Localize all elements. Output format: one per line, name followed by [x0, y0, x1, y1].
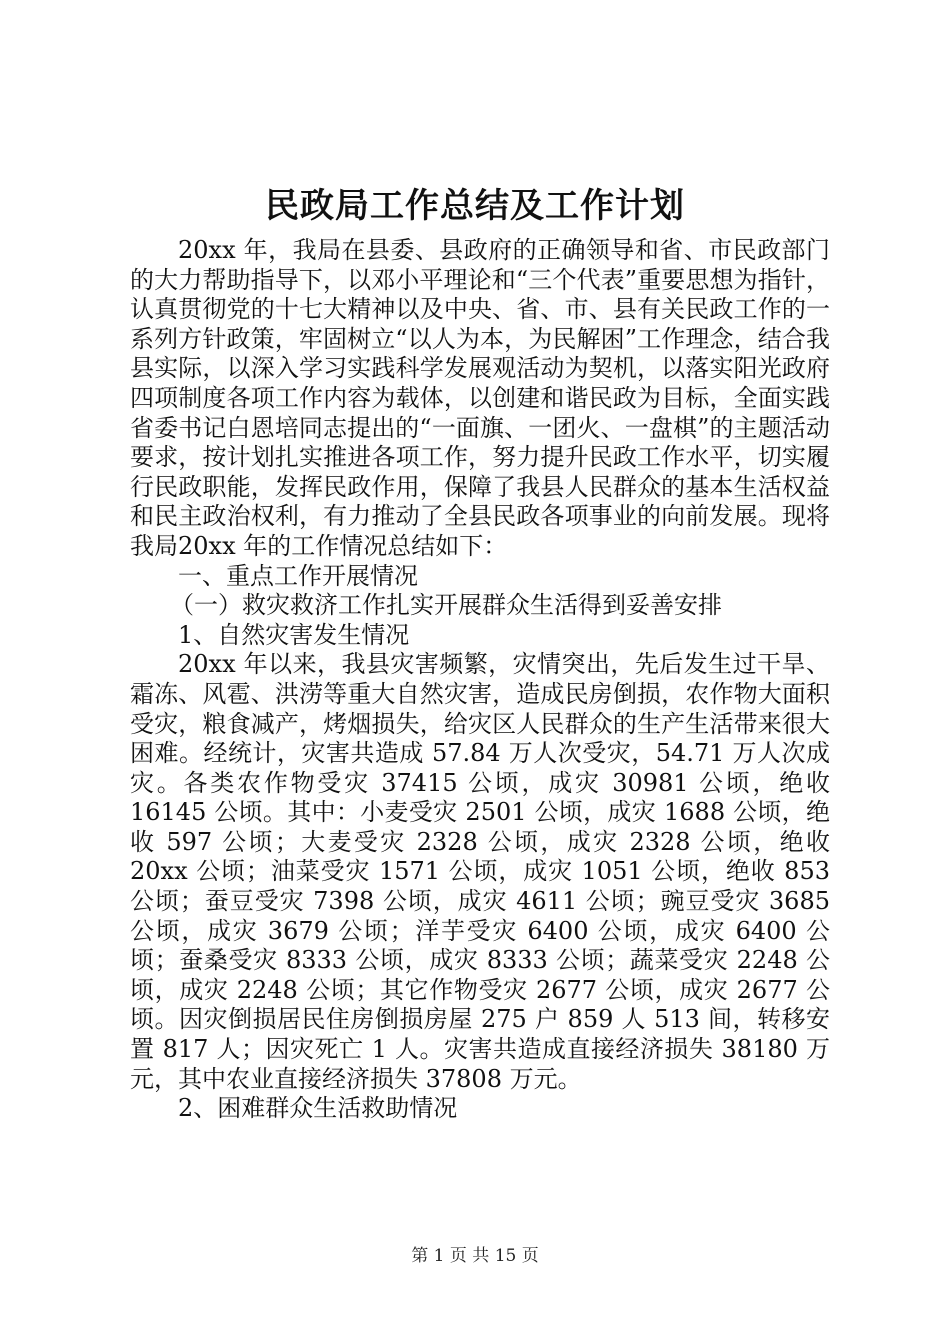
item-heading: 1、自然灾害发生情况: [178, 620, 410, 649]
document-body: [130, 236, 830, 1124]
intro-paragraph: 20xx 年，我局在县委、县政府的正确领导和省、市民政部门的大力帮助指导下，以邓小平理论和“三个代表”重要思想为指针，认真贯彻党的十七大精神以及中央、省、市、县有关民政工作的一系列方针政策，牢固树立“以人为本，为民解困”工作理念，结合我县实际，以深入学习实践科学发展观活动为契机，以落实阳光政府四项制度各项工作内容为载体，以创建和谐民政为目标，全面实践省委书记白恩培同志提出的“一面旗、一团火、一盘棋”的主题活动要求，按计划扎实推进各项工作，努力提升民政工作水平，切实履行民政职能，发挥民政作用，保障了我县人民群众的基本生活权益和民主政治权利，有力推动了全县民政各项事业的向前发展。现将我局20xx 年的工作情况总结如下：: [130, 236, 830, 560]
subsection-heading: （一）救灾救济工作扎实开展群众生活得到妥善安排: [170, 591, 722, 620]
section-heading: 一、重点工作开展情况: [178, 561, 418, 590]
disaster-paragraph: 20xx 年以来，我县灾害频繁，灾情突出，先后发生过干旱、霜冻、风雹、洪涝等重大自然灾害，造成民房倒损，农作物大面积受灾，粮食减产，烤烟损失，给灾区人民群众的生产生活带来很大困难。经统计，灾害共造成 57.84 万人次受灾，54.71 万人次成灾。各类农作物受灾 37415 公顷，成灾 30981 公顷，绝收 16145 公顷。其中：小麦受灾 2501 公顷，成灾 1688 公顷，绝收 597 公顷；大麦受灾 2328 公顷，成灾 2328 公顷，绝收 20xx 公顷；油菜受灾 1571 公顷，成灾 1051 公顷，绝收 853 公顷；蚕豆受灾 7398 公顷，成灾 4611 公顷；豌豆受灾 3685 公顷，成灾 3679 公顷；洋芋受灾 6400 公顷，成灾 6400 公顷；蚕桑受灾 8333 公顷，成灾 8333 公顷；蔬菜受灾 2248 公顷，成灾 2248 公顷；其它作物受灾 2677 公顷，成灾 2677 公顷。因灾倒损居民住房倒损房屋 275 户 859 人 513 间，转移安置 817 人；因灾死亡 1 人。灾害共造成直接经济损失 38180 万元，其中农业直接经济损失 37808 万元。: [130, 650, 830, 1093]
document-title: 民政局工作总结及工作计划: [265, 186, 685, 226]
item-heading: 2、困难群众生活救助情况: [178, 1094, 458, 1123]
page-footer: 第 1 页 共 15 页: [411, 1246, 539, 1266]
